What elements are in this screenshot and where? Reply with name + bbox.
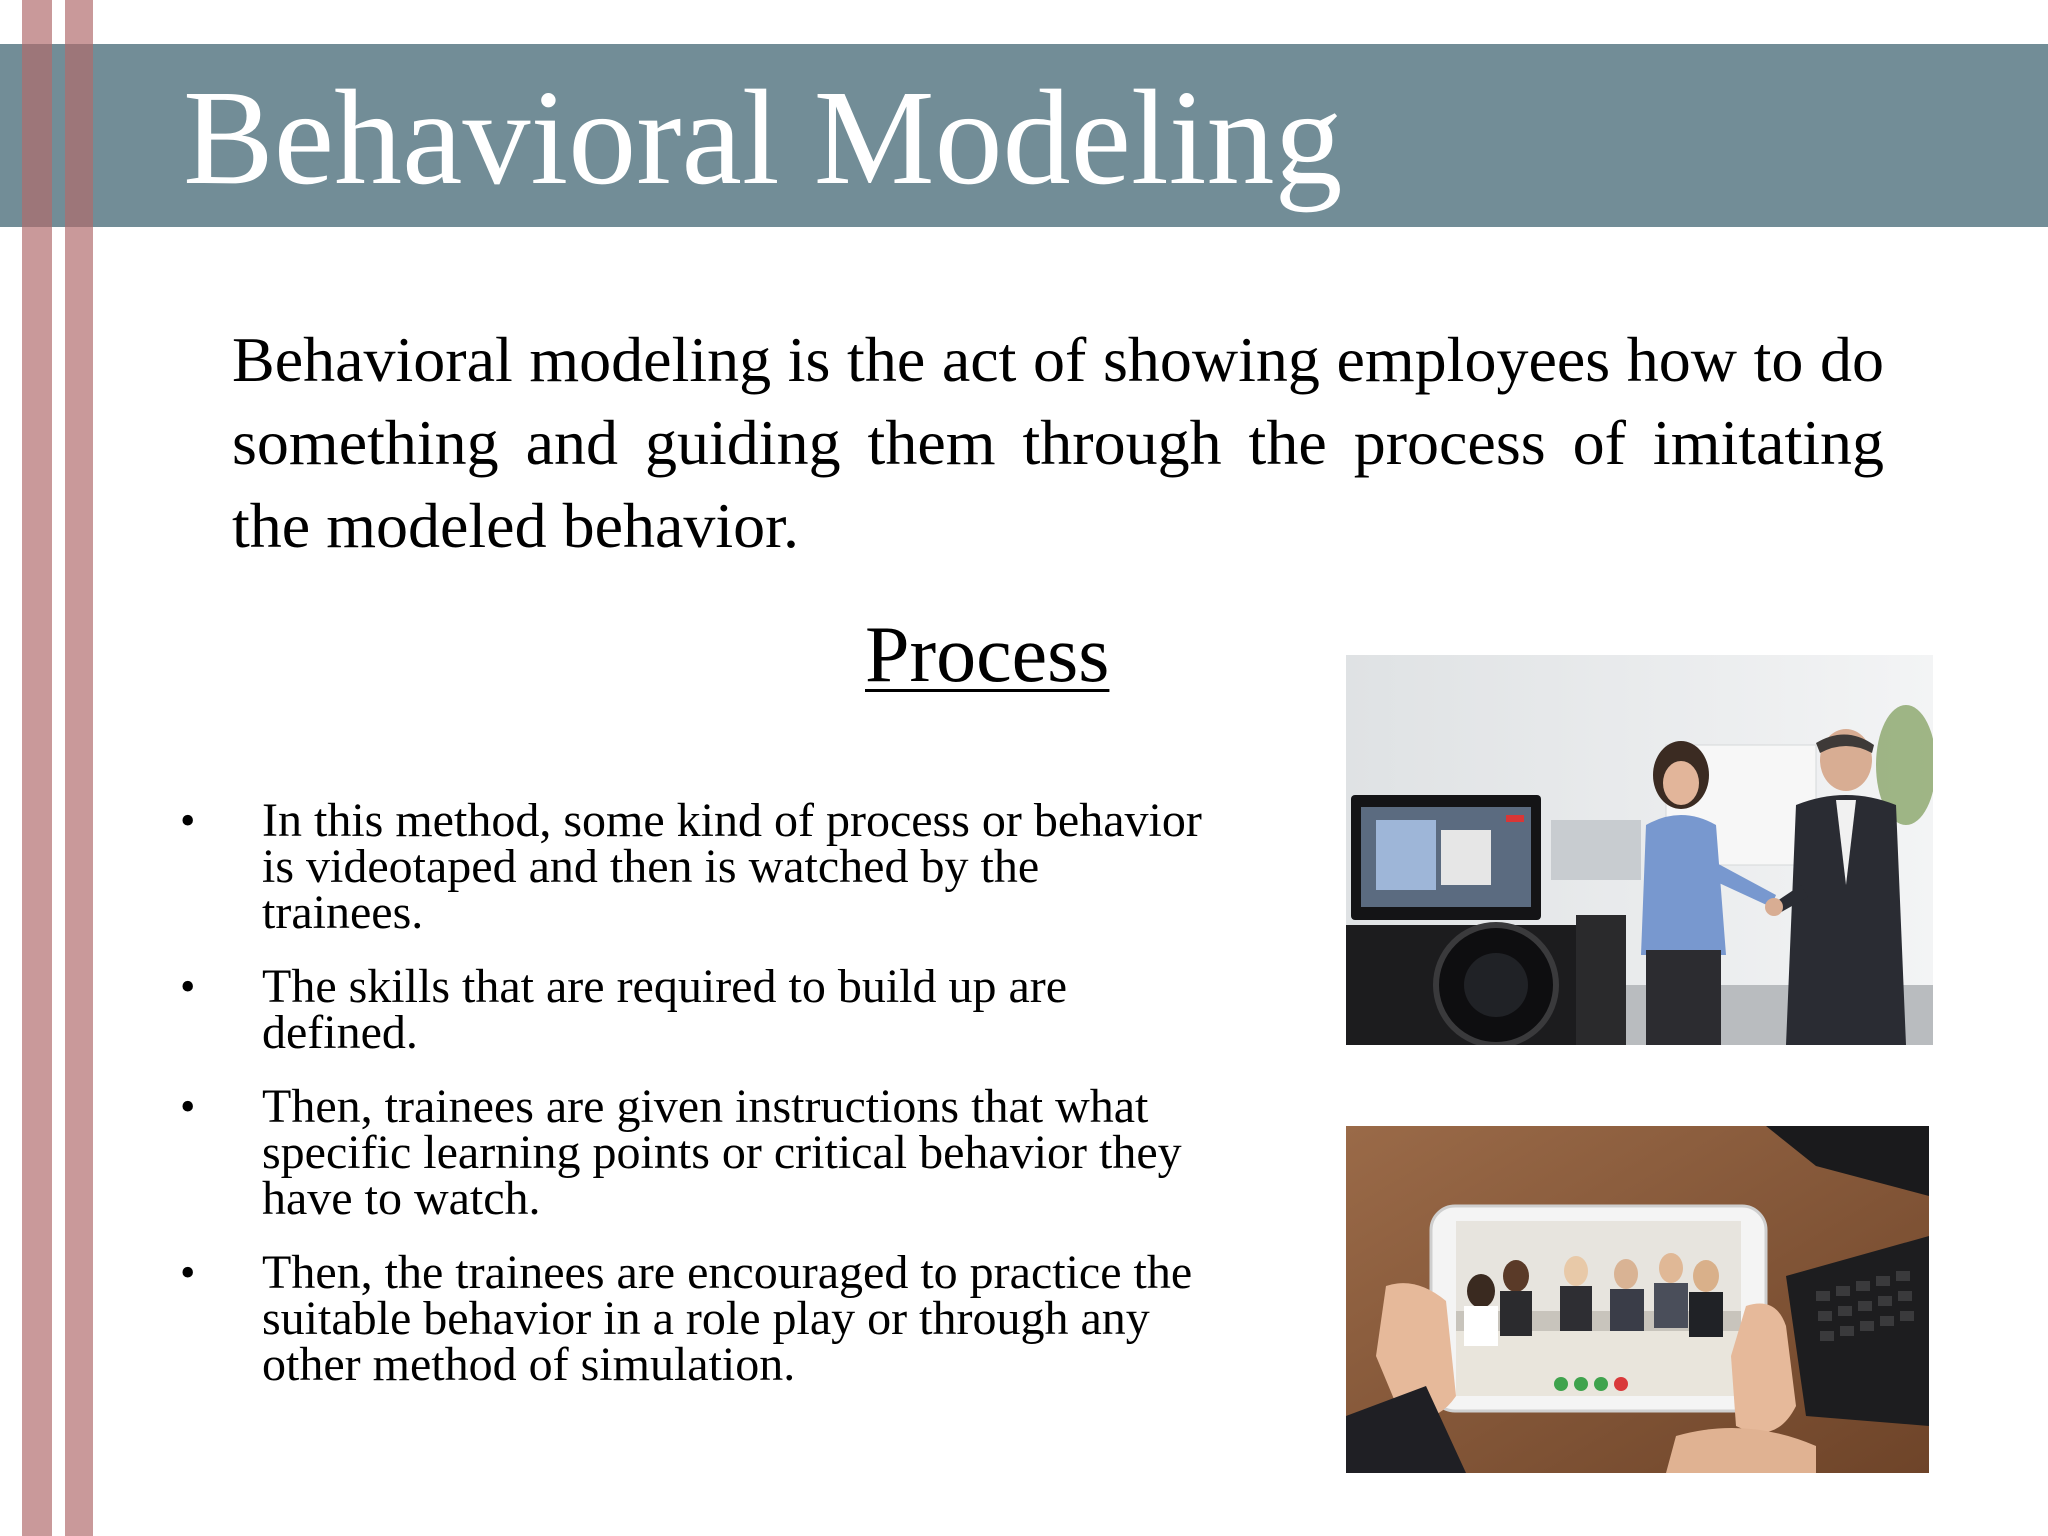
- intro-paragraph: Behavioral modeling is the act of showing employees how to do something and guiding them through the process of imitating the modeled behavior.: [232, 324, 1884, 561]
- section-heading: Process: [865, 611, 1110, 699]
- bullet-list: [180, 794, 1210, 1416]
- bullet-text: In this method, some kind of process or behavior is videotaped and then is watched by the trainees.: [262, 794, 1202, 939]
- bullet-text: Then, trainees are given instructions that what specific learning points or critical behavior they have to watch.: [262, 1080, 1182, 1225]
- list-item: [180, 794, 1210, 939]
- list-item: [180, 1080, 1210, 1225]
- bullet-icon: •: [180, 796, 196, 845]
- photo-illustration: [1346, 1126, 1929, 1473]
- stripe-overlap: [22, 44, 52, 227]
- photo-video-conference-tablet: [1346, 1126, 1929, 1473]
- list-item: [180, 960, 1210, 1059]
- decorative-stripe-left: [22, 0, 52, 1536]
- list-item: [180, 1246, 1210, 1391]
- bullet-text: The skills that are required to build up are defined.: [262, 960, 1068, 1059]
- bullet-icon: •: [180, 1082, 196, 1131]
- slide-title: Behavioral Modeling: [183, 63, 1343, 213]
- photo-illustration: [1346, 655, 1933, 1045]
- photo-videotaping-handshake: [1346, 655, 1933, 1045]
- bullet-icon: •: [180, 1248, 196, 1297]
- decorative-stripe-right: [65, 0, 93, 1536]
- bullet-text: Then, the trainees are encouraged to practice the suitable behavior in a role play or through any other method of simulation.: [262, 1246, 1193, 1391]
- bullet-icon: •: [180, 962, 196, 1011]
- stripe-overlap: [65, 44, 93, 227]
